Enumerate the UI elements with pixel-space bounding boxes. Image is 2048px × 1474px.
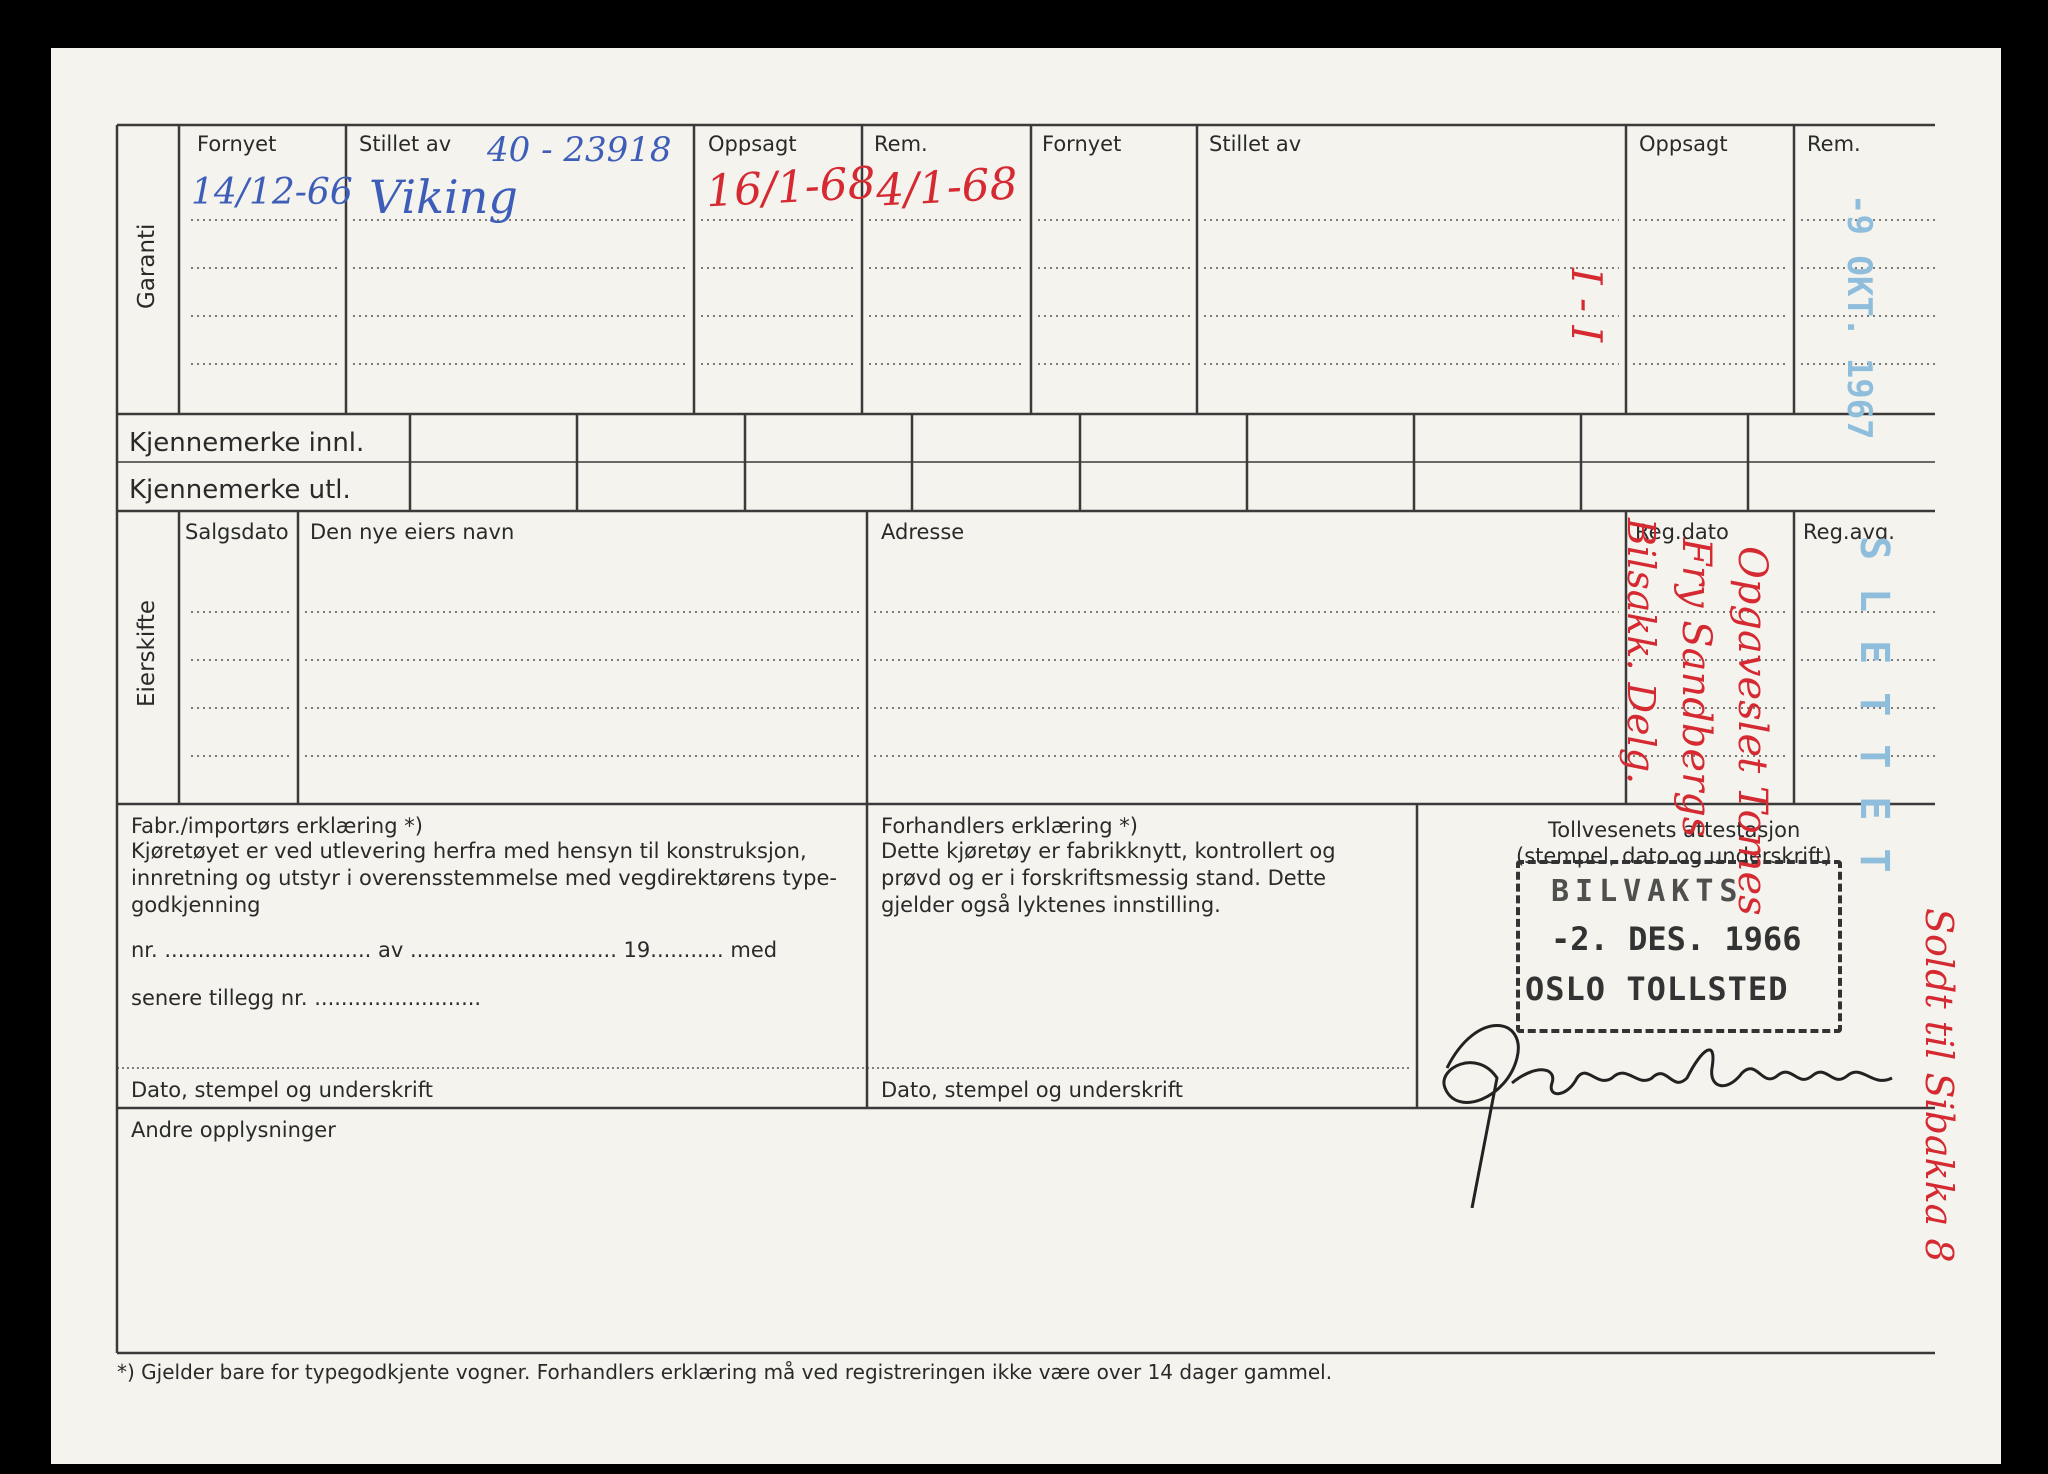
eierskifte-side-label: Eierskifte: [134, 599, 160, 707]
andre-opplysninger-label: Andre opplysninger: [131, 1118, 336, 1142]
kjennemerke-innl-label: Kjennemerke innl.: [129, 428, 365, 458]
header-adresse: Adresse: [881, 520, 965, 544]
header-stillet-av-2: Stillet av: [1209, 132, 1302, 156]
handwritten-rem-date: 4/1-68: [874, 158, 1019, 217]
signature-drawing: [1417, 1008, 1937, 1208]
footnote: *) Gjelder bare for typegodkjente vogner. Forhandlers erklæring må ved registreringen ikke være over 14 dager gammel.: [117, 1360, 1333, 1384]
fabr-footer: Dato, stempel og underskrift: [131, 1078, 433, 1102]
handwritten-oppsagt-date: 16/1-68: [704, 157, 877, 218]
red-annotation-1: Bilsakk. Delg.: [1619, 518, 1663, 785]
toll-subtitle: (stempel, dato og underskrift): [1516, 844, 1832, 868]
kjennemerke-utl-label: Kjennemerke utl.: [129, 475, 351, 505]
red-annotation-3: Opgaveslet Tomes: [1729, 546, 1775, 916]
handwritten-number: 40 - 23918: [487, 130, 672, 170]
header-salgsdato: Salgsdato: [185, 520, 289, 544]
handwritten-fornyet-date: 14/12-66: [191, 172, 353, 213]
header-reg-avg: Reg.avg.: [1803, 520, 1895, 544]
fabr-nr-line: nr. ............................... av ............................... 19........... med: [131, 938, 778, 962]
slettet-stamp: SLETTET: [1851, 536, 1897, 901]
red-annotation-4: Soldt til Sibakka 8: [1917, 908, 1961, 1263]
toll-title: Tollvesenets attestasjon: [1548, 818, 1801, 842]
header-rem-1: Rem.: [874, 132, 928, 156]
header-oppsagt-1: Oppsagt: [708, 132, 797, 156]
garanti-side-label: Garanti: [134, 223, 160, 309]
signature: [1417, 1008, 1937, 1188]
header-fornyet-2: Fornyet: [1042, 132, 1122, 156]
header-rem-2: Rem.: [1807, 132, 1861, 156]
forhandler-title: Forhandlers erklæring *): [881, 814, 1138, 838]
header-nye-eiers-navn: Den nye eiers navn: [310, 520, 515, 544]
forhandler-text: Dette kjøretøy er fabrikknytt, kontrollert og prøvd og er i forskriftsmessig stand. Dette gjelder også lyktenes innstilling.: [881, 839, 1336, 917]
header-stillet-av-1: Stillet av: [359, 132, 452, 156]
customs-stamp-line-2: -2. DES. 1966: [1551, 920, 1802, 958]
fabr-tillegg-line: senere tillegg nr. .........................: [131, 986, 482, 1010]
header-oppsagt-2: Oppsagt: [1639, 132, 1728, 156]
red-annotation-2: Fry Sandbergs: [1673, 538, 1719, 838]
header-reg-dato: Reg.dato: [1635, 520, 1729, 544]
customs-stamp-line-3: OSLO TOLLSTED: [1525, 970, 1789, 1008]
fabr-text: Kjøretøyet er ved utlevering herfra med hensyn til konstruksjon, innretning og utstyr i overensstemmelse med vegdirektørens type- godkjenning: [131, 839, 837, 917]
registration-card-back: [51, 48, 2001, 1464]
handwritten-red-marks: I - I: [1562, 268, 1611, 343]
cancellation-date-stamp: -9 OKT. 1967: [1839, 194, 1879, 440]
handwritten-stillet-av: Viking: [369, 170, 518, 224]
forhandler-footer: Dato, stempel og underskrift: [881, 1078, 1183, 1102]
header-fornyet-1: Fornyet: [197, 132, 277, 156]
customs-stamp-line-1: BILVAKTS: [1551, 874, 1744, 909]
fabr-title: Fabr./importørs erklæring *): [131, 814, 423, 838]
